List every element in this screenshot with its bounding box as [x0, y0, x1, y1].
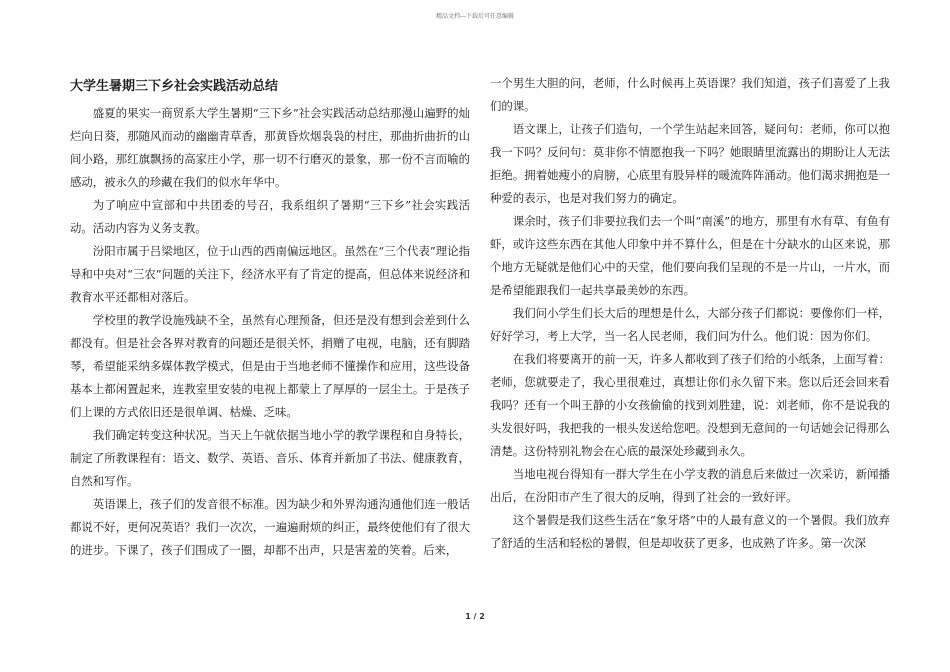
- paragraph: 汾阳市属于吕梁地区，位于山西的西南偏远地区。虽然在“三个代表”理论指导和中央对“三农”问题的关注下，经济水平有了肯定的提高，但总体来说经济和教育水平还都相对落后。: [70, 244, 470, 304]
- paragraph: 这个暑假是我们这些生活在“象牙塔”中的人最有意义的一个暑假。我们放弃了舒适的生活和轻松的暑假，但是却收获了更多，也成熟了许多。第一次深: [490, 513, 890, 550]
- paragraph: 英语课上，孩子们的发音很不标准。因为缺少和外界沟通沟通他们连一般话都说不好，更何况英语？我们一次次，一遍遍耐烦的纠正，最终使他们有了很大的进步。下课了，孩子们围成了一圈，却都不出声，只是害羞的笑着。后来，: [70, 497, 470, 557]
- paragraph: 学校里的教学设施残缺不全，虽然有心理预备，但还是没有想到会差到什么都没有。但是社会各界对教育的问题还是很关怀，捐赠了电视，电脑，还有脚踏琴，希望能采纳多媒体教学模式，但是由于当地老师不懂操作和应用，这些设备基本上都闲置起来，连教室里安装的电视上都蒙上了厚厚的一层尘土。于是孩子们上课的方式依旧还是很单调、枯燥、乏味。: [70, 313, 470, 419]
- paragraph: 我们确定转变这种状况。当天上午就依据当地小学的教学课程和自身特长，制定了所教课程有：语文、数学、英语、音乐、体育并新加了书法、健康教育，自然和写作。: [70, 428, 470, 488]
- paragraph: 我们问小学生们长大后的理想是什么，大部分孩子们都说：要像你们一样，好好学习，考上大学，当一名人民老师，我们问为什么。他们说：因为你们。: [490, 306, 890, 343]
- paragraph: 在我们将要离开的前一天，许多人都收到了孩子们给的小纸条，上面写着：老师，您就要走了，我心里很难过，真想让你们永久留下来。您以后还会回来看我吗？还有一个叫王静的小女孩偷偷的找到刘胜建，说：刘老师，你不是说我的头发很好吗，我把我的一根头发送给您吧。没想到无意间的一句话她会记得那么清楚。这份特别礼物会在心底的最深处珍藏到永久。: [490, 352, 890, 458]
- paragraph-continuation: 一个男生大胆的问，老师，什么时候再上英语课？我们知道，孩子们喜爱了上我们的课。: [490, 76, 890, 113]
- document-title: 大学生暑期三下乡社会实践活动总结: [70, 79, 279, 94]
- paragraph: 盛夏的果实一商贸系大学生暑期“三下乡”社会实践活动总结那漫山遍野的灿烂向日葵，那随风而动的幽幽青草香，那黄昏炊烟袅袅的村庄，那曲折曲折的山间小路，那红旗飘扬的高家庄小学，那一切不行磨灭的景象，那一份不言而喻的感动，被永久的珍藏在我们的似水年华中。: [70, 106, 470, 189]
- right-column: [490, 72, 890, 555]
- paragraph: 课余时，孩子们非要拉我们去一个叫“南溪”的地方，那里有水有草、有鱼有虾，或许这些东西在其他人印象中并不算什么，但是在十分缺水的山区来说，那个地方无疑就是他们心中的天堂，他们要向我们呈现的不是一片山，一片水，而是希望能跟我们一起共享最美妙的东西。: [490, 214, 890, 297]
- page-number: 1 / 2: [465, 612, 485, 621]
- left-column: [70, 70, 470, 562]
- paragraph: 为了响应中宣部和中共团委的号召，我系组织了暑期“三下乡”社会实践活动。活动内容为义务支教。: [70, 198, 470, 235]
- page-header-note: 精品文档---下载后可任意编辑: [435, 13, 515, 20]
- paragraph: 当地电视台得知有一群大学生在小学支教的消息后来做过一次采访，新闻播出后，在汾阳市产生了很大的反响，得到了社会的一致好评。: [490, 467, 890, 504]
- paragraph: 语文课上，让孩子们造句，一个学生站起来回答，疑问句：老师，你可以抱我一下吗？反问句：莫非你不情愿抱我一下吗？她眼睛里流露出的期盼让人无法拒绝。拥着她瘦小的肩膀，心底里有股异样的暖流阵阵涌动。他们渴求拥抱是一种爱的表示，也是对我们努力的确定。: [490, 122, 890, 205]
